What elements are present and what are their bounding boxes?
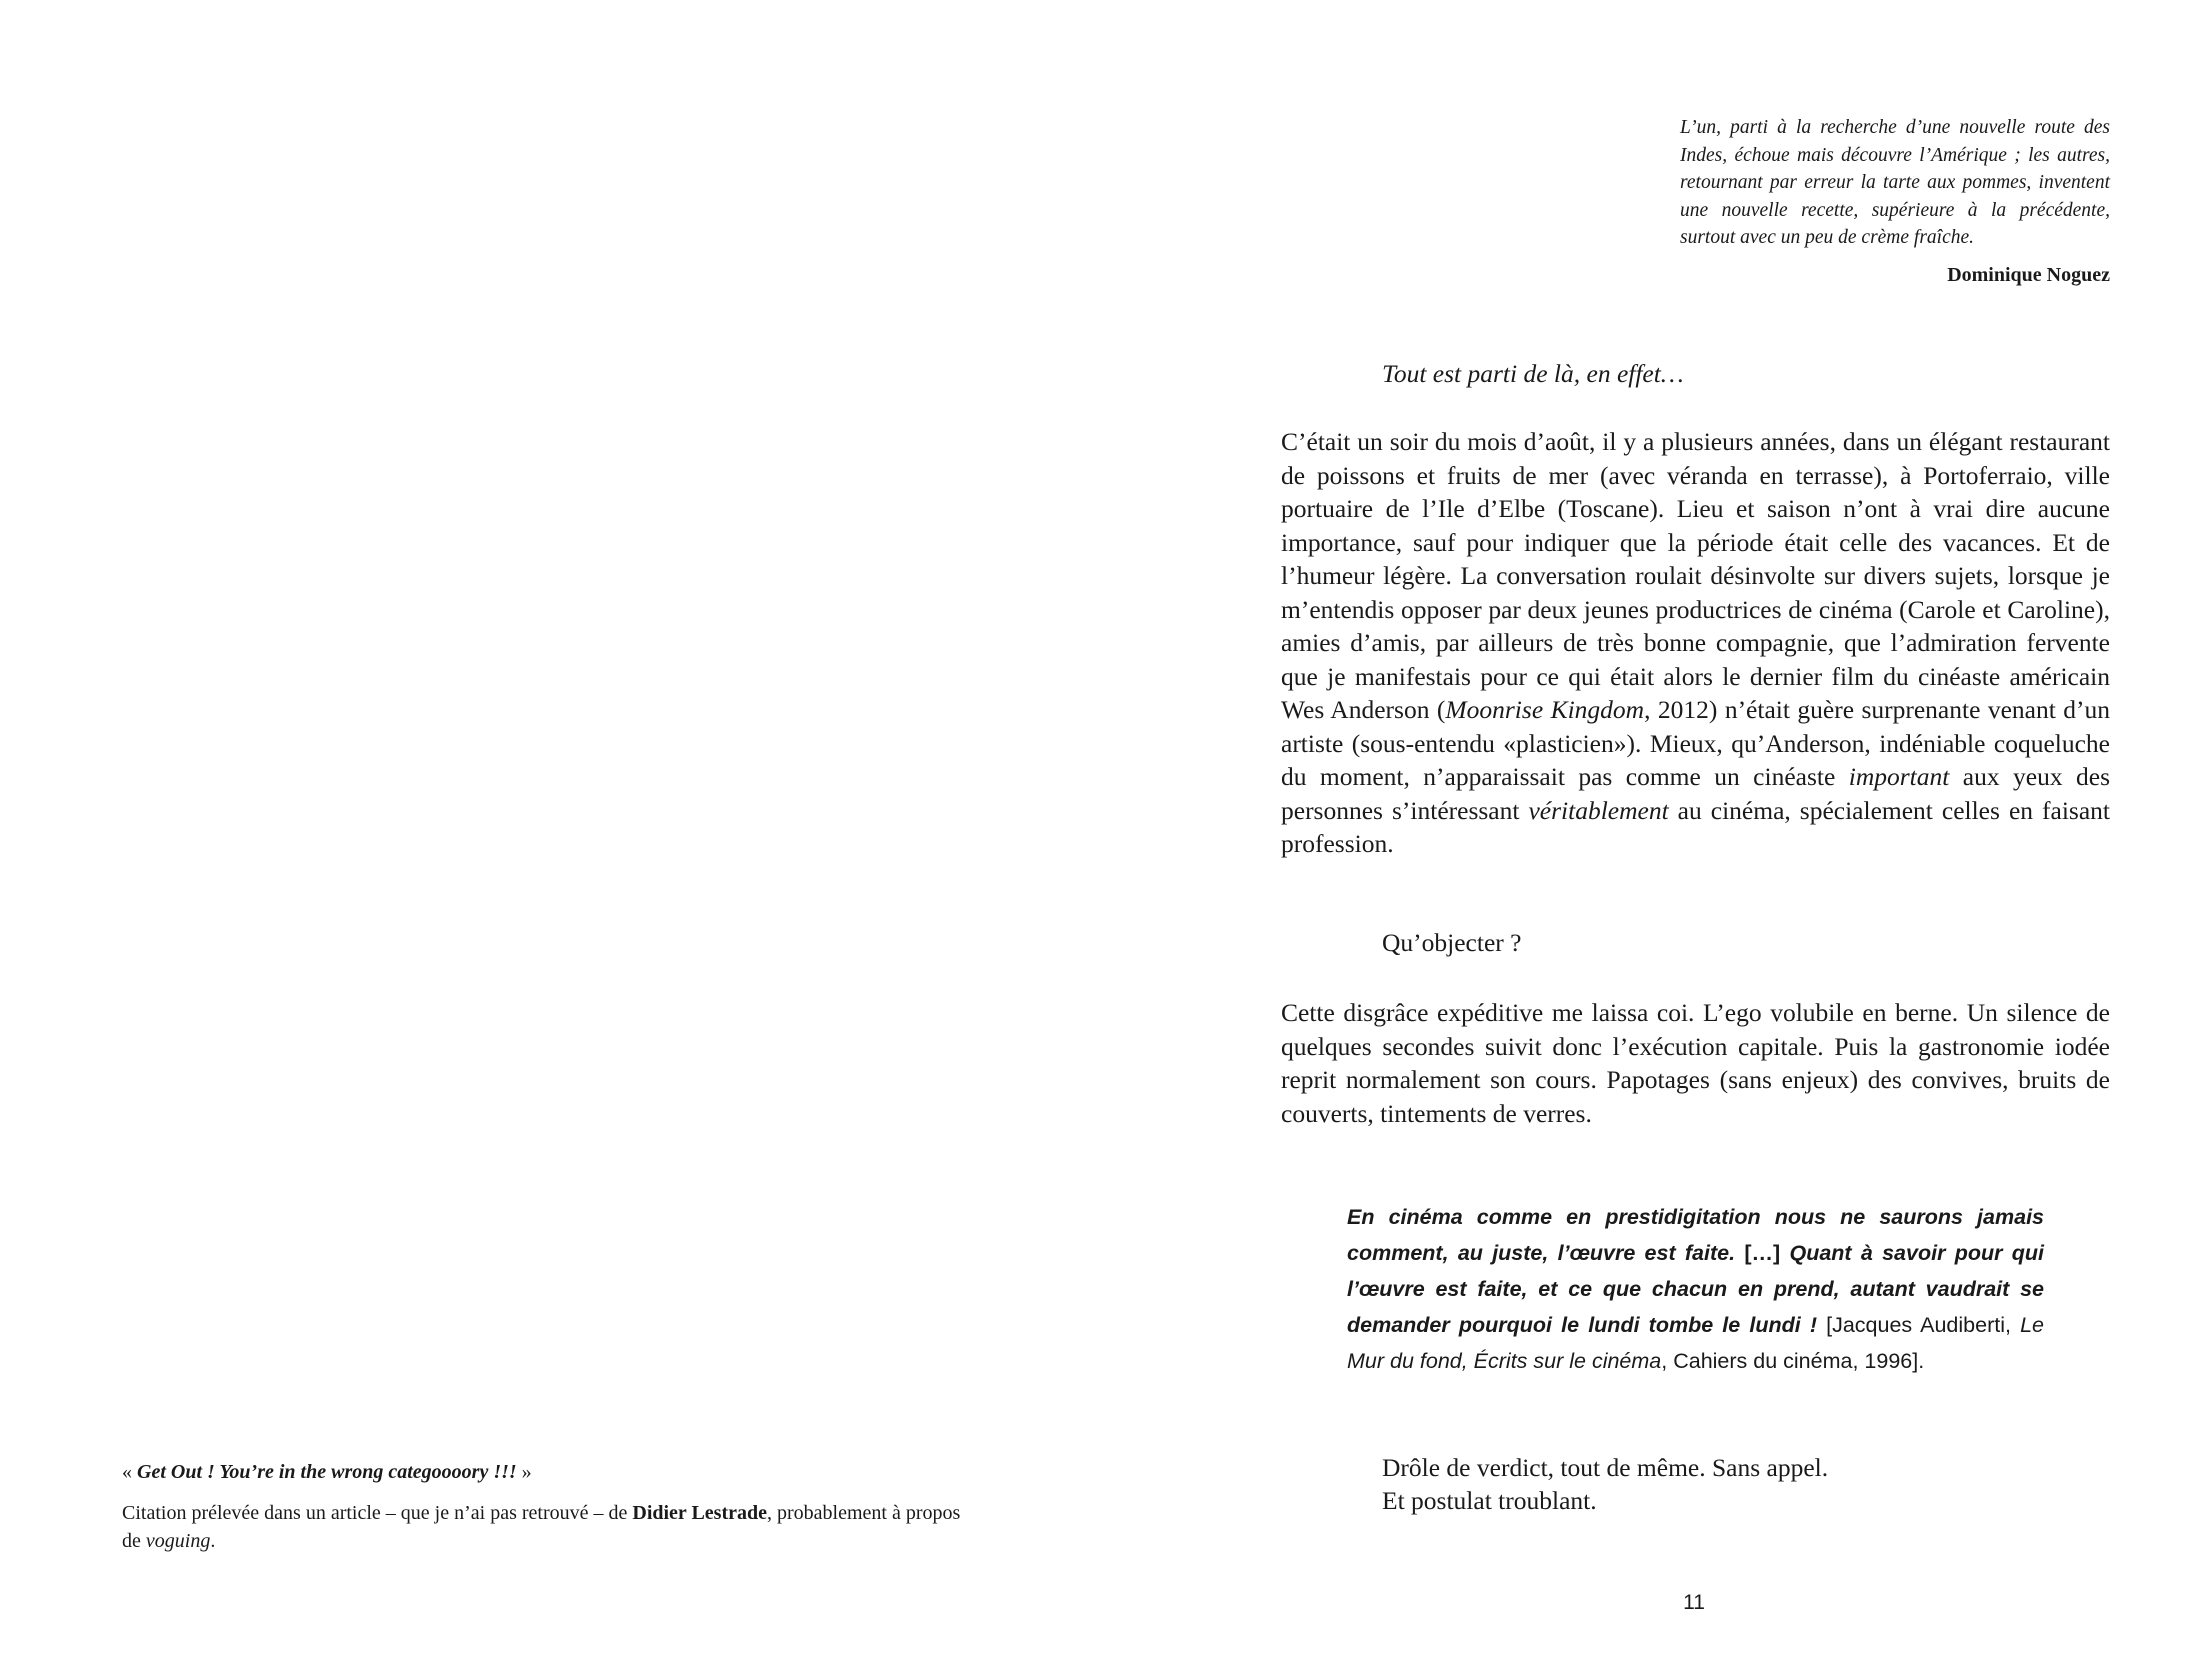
- audiberti-quote: [1347, 1199, 2044, 1379]
- footnote-source: [122, 1499, 972, 1555]
- film-title: Moonrise Kingdom: [1445, 695, 1645, 724]
- intro-line: Tout est parti de là, en effet…: [1382, 359, 1684, 388]
- source-prefix: Citation prélevée dans un article – que je n’ai pas retrouvé – de: [122, 1502, 633, 1524]
- left-page: [0, 0, 1102, 1654]
- quote-part-1: En cinéma comme en prestidigitation nous ne saurons jamais comment, au juste, l’œuvre est faite.: [1347, 1205, 2044, 1265]
- source-author: Didier Lestrade: [632, 1502, 767, 1524]
- citation-suffix: , Cahiers du cinéma, 1996].: [1661, 1349, 1925, 1373]
- closing-line-2: Et postulat troublant.: [1382, 1486, 1597, 1515]
- objecter-line: Qu’objecter ?: [1382, 928, 1522, 957]
- page-number: 11: [1683, 1591, 1705, 1614]
- quote-text: Get Out ! You’re in the wrong categoooory !!!: [137, 1461, 517, 1483]
- paragraph-1-text-d: au cinéma, spécialement celles en faisant profession.: [1281, 795, 2110, 858]
- quote-part-2: Quant à savoir pour qui l’œuvre est faite, et ce que chacun en prend, autant vaudrait se demander pourquoi le lundi tombe le lundi !: [1347, 1241, 2044, 1337]
- source-term: voguing: [145, 1530, 211, 1552]
- emphasis-important: important: [1848, 762, 1950, 791]
- source-middle: , probablement à propos de: [122, 1502, 961, 1552]
- citation-title: Le Mur du fond, Écrits sur le cinéma: [1347, 1313, 2044, 1373]
- source-end: .: [210, 1530, 216, 1552]
- paragraph-1: [1281, 425, 2110, 861]
- quote-ellipsis: […]: [1735, 1241, 1790, 1265]
- quote-close-mark: »: [516, 1461, 532, 1483]
- right-page: [1103, 0, 2205, 1654]
- paragraph-1-text-c: aux yeux des personnes s’intéressant: [1281, 762, 2110, 825]
- footnote-quote: [122, 1461, 532, 1484]
- paragraph-2: Cette disgrâce expéditive me laissa coi. L’ego volubile en berne. Un silence de quelques secondes suivit donc l’exécution capitale. Puis la gastronomie iodée reprit normalement son cours. Papotages (sans enjeux) des convives, bruits de couverts, tintements de verres.: [1281, 998, 2110, 1128]
- paragraph-1-text-a: C’était un soir du mois d’août, il y a plusieurs années, dans un élégant restaurant de poissons et fruits de mer (avec véranda en terrasse), à Portoferraio, ville portuaire de l’Ile d’Elbe (Toscane). Lieu et saison n’ont à vrai dire aucune importance, sauf pour indiquer que la période était celle des vacances. Et de l’humeur légère. La conversation roulait désinvolte sur divers sujets, lorsque je m’entendis opposer par deux jeunes productrices de cinéma (Carole et Caroline), amies d’amis, par ailleurs de très bonne compagnie, que l’admiration fervente que je manifestais pour ce qui était alors le dernier film du cinéaste américain Wes Anderson (: [1281, 427, 2110, 724]
- epigraph-author: Dominique Noguez: [1947, 264, 2110, 286]
- epigraph: L’un, parti à la recherche d’une nouvelle route des Indes, échoue mais découvre l’Amérique ; les autres, retournant par erreur la tarte aux pommes, inventent une nouvelle recette, supérieure à la précédente, surtout avec un peu de crème fraîche.: [1680, 117, 2110, 248]
- quote-open-mark: «: [122, 1461, 137, 1483]
- emphasis-veritablement: véritablement: [1528, 795, 1669, 825]
- paragraph-1-text-b: , 2012) n’était guère surprenante venant d’un artiste (sous-entendu «plasticien»). Mieux, qu’Anderson, indéniable coqueluche du moment, n’apparaissait pas comme un cinéaste: [1281, 695, 2110, 791]
- closing-line-1: Drôle de verdict, tout de même. Sans appel.: [1382, 1453, 1829, 1482]
- citation-prefix: [Jacques Audiberti,: [1817, 1313, 2021, 1337]
